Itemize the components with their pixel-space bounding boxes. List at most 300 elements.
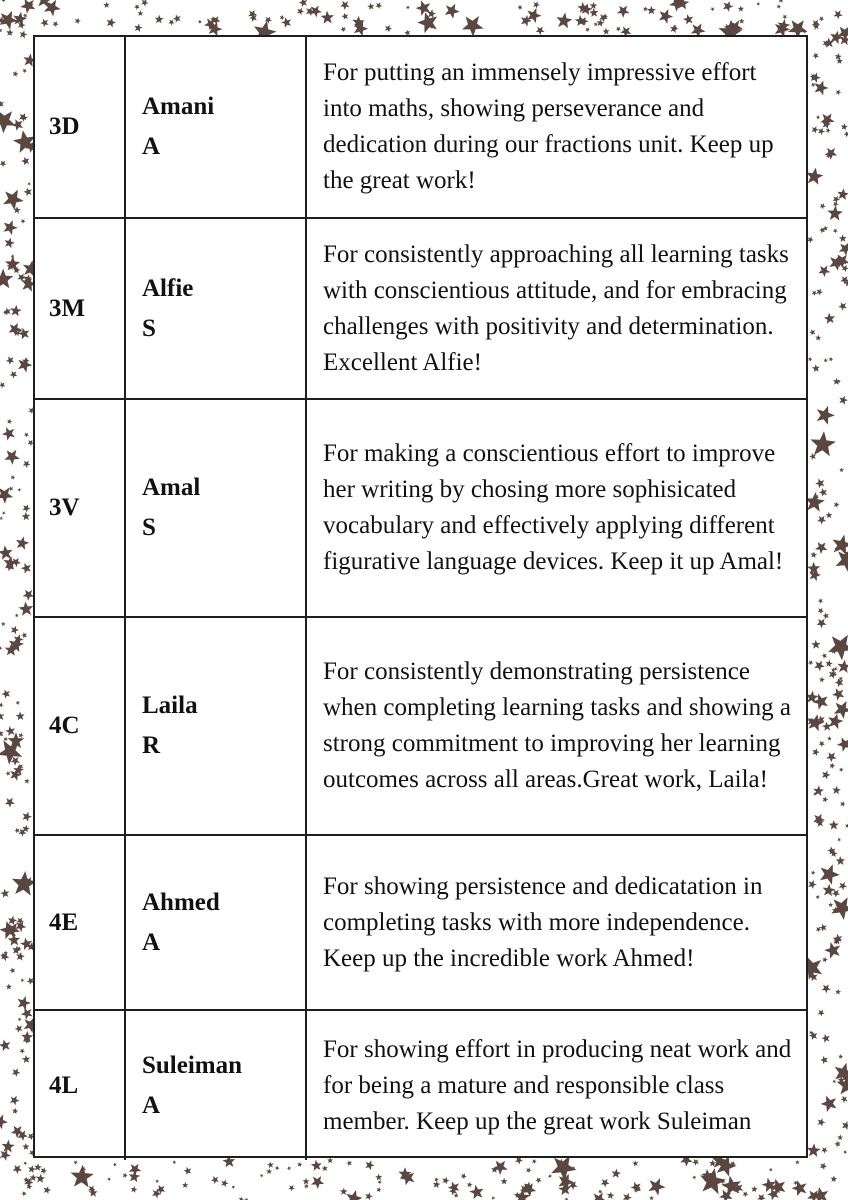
star-icon — [0, 28, 2, 33]
star-icon — [15, 613, 19, 617]
star-icon — [22, 69, 27, 74]
star-icon — [821, 1147, 828, 1154]
star-icon — [365, 1160, 374, 1170]
star-icon — [830, 763, 836, 769]
star-icon — [808, 660, 813, 665]
star-icon — [340, 1188, 348, 1195]
star-icon — [9, 323, 22, 336]
star-icon — [807, 236, 814, 243]
star-icon — [22, 825, 30, 833]
star-icon — [22, 1055, 30, 1063]
star-icon — [260, 1174, 264, 1178]
star-icon — [827, 736, 832, 741]
star-icon — [594, 22, 598, 26]
star-icon — [817, 406, 835, 425]
student-first-name: Amal — [142, 474, 201, 501]
star-icon — [839, 243, 848, 256]
star-icon — [16, 712, 25, 721]
star-icon — [822, 957, 828, 963]
star-icon — [417, 12, 437, 33]
student-initial: S — [142, 514, 156, 541]
star-icon — [299, 0, 308, 7]
star-icon — [832, 890, 840, 898]
star-icon — [831, 1176, 838, 1183]
star-icon — [743, 1192, 749, 1198]
star-icon — [833, 535, 848, 556]
star-icon — [806, 168, 823, 185]
star-icon — [3, 220, 17, 235]
star-icon — [842, 1121, 848, 1130]
star-icon — [23, 504, 31, 512]
star-icon — [378, 1180, 382, 1184]
star-icon — [592, 1193, 607, 1200]
star-icon — [526, 1167, 532, 1173]
star-icon — [826, 128, 831, 133]
star-icon — [16, 701, 20, 706]
star-icon — [648, 1178, 665, 1195]
star-icon — [838, 302, 847, 311]
star-icon — [817, 516, 826, 525]
award-reason-cell: For showing effort in producing neat work and for being a mature and responsible class member. Keep up the great work Suleiman — [306, 1010, 806, 1160]
star-icon — [24, 188, 32, 197]
star-icon — [232, 1185, 236, 1189]
star-icon — [173, 1160, 177, 1164]
star-icon — [131, 1186, 138, 1193]
student-initial: A — [142, 133, 161, 160]
star-icon — [839, 468, 844, 473]
star-icon — [448, 1182, 460, 1194]
star-icon — [841, 123, 848, 130]
star-icon — [836, 58, 843, 64]
student-first-name: Laila — [142, 692, 198, 719]
star-icon — [265, 17, 272, 24]
star-icon — [5, 798, 15, 808]
star-icon — [815, 81, 829, 96]
star-icon — [266, 1169, 272, 1175]
star-icon — [820, 203, 826, 209]
star-icon — [9, 967, 15, 973]
star-icon — [795, 1160, 800, 1165]
star-icon — [27, 182, 31, 186]
star-icon — [808, 880, 817, 889]
star-icon — [375, 1174, 382, 1181]
star-icon — [346, 1160, 352, 1166]
star-icon — [122, 1173, 127, 1178]
star-icon — [762, 1178, 776, 1193]
awards-table — [35, 37, 806, 1160]
star-icon — [34, 1163, 42, 1171]
star-icon — [0, 100, 4, 108]
star-icon — [10, 1096, 20, 1106]
star-icon — [832, 786, 841, 795]
star-icon — [21, 978, 25, 982]
awards-card — [33, 35, 808, 1158]
star-icon — [0, 269, 13, 289]
star-icon — [21, 1191, 26, 1196]
star-icon — [837, 660, 848, 673]
star-icon — [18, 996, 31, 1010]
star-icon — [828, 714, 843, 730]
star-icon — [376, 2, 383, 9]
star-icon — [321, 11, 334, 24]
star-icon — [777, 4, 781, 9]
award-reason-cell: For putting an immensely impressive effort into maths, showing perseverance and dedication during our fractions unit. Keep up the great work! — [306, 37, 806, 218]
star-icon — [134, 24, 142, 33]
award-row — [35, 399, 806, 617]
star-icon — [809, 329, 815, 335]
star-icon — [812, 290, 818, 296]
star-icon — [812, 364, 820, 372]
star-icon — [303, 1178, 310, 1185]
star-icon — [13, 71, 19, 77]
student-initial: A — [142, 928, 161, 956]
star-icon — [556, 12, 572, 28]
star-icon — [493, 1161, 508, 1175]
star-icon — [819, 741, 825, 747]
star-icon — [828, 635, 848, 661]
star-icon — [107, 1177, 111, 1181]
star-icon — [835, 989, 841, 995]
star-icon — [297, 8, 304, 15]
star-icon — [198, 20, 202, 24]
star-icon — [155, 15, 164, 24]
star-icon — [811, 83, 816, 88]
star-icon — [8, 934, 21, 946]
star-icon — [816, 895, 820, 900]
star-icon — [18, 1017, 22, 1021]
star-icon — [0, 646, 2, 650]
star-icon — [134, 4, 140, 10]
star-icon — [812, 20, 820, 28]
star-icon — [469, 1185, 483, 1200]
star-icon — [7, 419, 12, 425]
student-first-name: Amani — [142, 93, 215, 120]
star-icon — [21, 563, 31, 574]
star-icon — [18, 488, 22, 492]
star-icon — [820, 1056, 828, 1064]
star-icon — [769, 1168, 773, 1172]
star-icon — [267, 1162, 274, 1169]
star-icon — [819, 488, 827, 497]
star-icon — [23, 461, 31, 469]
star-icon — [812, 126, 819, 133]
star-icon — [22, 512, 31, 520]
star-icon — [839, 234, 847, 242]
star-icon — [462, 16, 484, 37]
star-icon — [835, 678, 843, 687]
star-icon — [445, 4, 460, 19]
star-icon — [287, 1166, 291, 1170]
star-icon — [818, 128, 825, 135]
star-icon — [598, 1190, 602, 1194]
student-first-name: Ahmed — [142, 888, 220, 916]
star-icon — [834, 1141, 840, 1148]
star-icon — [821, 1096, 837, 1113]
star-icon — [2, 1140, 15, 1153]
star-icon — [683, 14, 693, 25]
star-icon — [844, 131, 848, 137]
star-icon — [816, 289, 823, 296]
star-icon — [6, 29, 14, 36]
star-icon — [616, 27, 621, 32]
star-icon — [168, 20, 174, 26]
star-icon — [623, 1193, 632, 1200]
star-icon — [129, 1164, 142, 1176]
star-icon — [823, 358, 828, 362]
star-icon — [585, 27, 590, 32]
star-icon — [828, 902, 833, 907]
star-icon — [792, 1180, 807, 1196]
star-icon — [548, 1174, 552, 1178]
star-icon — [811, 870, 816, 875]
star-icon — [820, 1163, 827, 1170]
star-icon — [723, 1, 733, 12]
star-icon — [385, 25, 392, 32]
star-icon — [643, 6, 648, 11]
star-icon — [517, 5, 522, 10]
star-icon — [0, 1115, 8, 1130]
star-icon — [21, 219, 26, 224]
star-icon — [831, 897, 848, 920]
star-icon — [0, 712, 4, 721]
star-icon — [632, 1160, 638, 1166]
star-icon — [834, 502, 840, 508]
star-icon — [812, 53, 819, 59]
star-icon — [837, 737, 848, 752]
star-icon — [821, 1034, 829, 1043]
star-icon — [0, 161, 7, 168]
class-cell: 3M — [35, 218, 125, 399]
star-icon — [838, 1054, 843, 1059]
star-icon — [20, 1049, 26, 1054]
star-icon — [377, 1187, 382, 1192]
star-icon — [4, 737, 9, 742]
star-icon — [692, 1176, 696, 1180]
star-icon — [22, 812, 32, 822]
star-icon — [322, 1165, 328, 1171]
class-cell: 4C — [35, 617, 125, 835]
star-icon — [536, 27, 545, 36]
star-icon — [5, 726, 15, 736]
star-icon — [21, 1008, 33, 1020]
award-reason-cell: For showing persistence and dedicatation in completing tasks with more independence. Keep up the incredible work Ahmed! — [306, 835, 806, 1010]
star-icon — [1, 622, 5, 627]
star-icon — [0, 382, 5, 388]
star-icon — [2, 511, 6, 515]
student-name-cell — [125, 835, 306, 1010]
star-icon — [138, 10, 144, 16]
star-icon — [700, 1168, 726, 1194]
star-icon — [812, 748, 819, 756]
class-cell: 4L — [35, 1010, 125, 1160]
star-icon — [836, 856, 845, 865]
star-icon — [808, 357, 813, 362]
star-icon — [839, 396, 848, 405]
star-icon — [40, 1167, 47, 1174]
star-icon — [834, 667, 838, 671]
star-icon — [818, 1118, 826, 1126]
star-icon — [827, 205, 843, 220]
star-icon — [832, 688, 844, 700]
star-icon — [27, 1183, 33, 1189]
star-icon — [810, 431, 836, 456]
star-icon — [829, 357, 834, 362]
star-icon — [182, 1182, 188, 1188]
award-reason-cell: For making a conscientious effort to improve her writing by chosing more sophisicated vocabulary and effectively applying different figurative language devices. Keep it up Amal! — [306, 399, 806, 617]
class-cell: 4E — [35, 835, 125, 1010]
star-icon — [21, 632, 27, 638]
star-icon — [836, 90, 842, 96]
star-icon — [0, 1040, 10, 1052]
star-icon — [820, 864, 840, 885]
star-icon — [603, 28, 610, 35]
star-icon — [3, 190, 24, 211]
star-icon — [782, 15, 787, 20]
star-icon — [823, 613, 829, 620]
star-icon — [738, 6, 744, 12]
star-icon — [839, 882, 847, 890]
star-icon — [467, 1182, 473, 1188]
star-icon — [433, 1181, 441, 1189]
star-icon — [6, 984, 12, 990]
star-icon — [818, 608, 824, 614]
star-icon — [5, 256, 20, 271]
star-icon — [739, 18, 745, 24]
star-icon — [14, 828, 19, 833]
star-icon — [817, 619, 827, 629]
star-icon — [819, 677, 825, 683]
star-icon — [832, 1080, 836, 1084]
star-icon — [367, 3, 374, 10]
star-icon — [818, 1010, 825, 1017]
student-initial: A — [142, 1091, 161, 1119]
star-icon — [837, 838, 841, 842]
star-icon — [835, 53, 842, 60]
star-icon — [824, 313, 835, 324]
star-icon — [822, 653, 828, 659]
star-icon — [107, 18, 116, 28]
star-icon — [822, 984, 831, 993]
star-icon — [2, 690, 11, 699]
star-icon — [818, 266, 830, 278]
award-row — [35, 835, 806, 1010]
star-icon — [36, 1174, 45, 1183]
star-icon — [0, 730, 4, 737]
star-icon — [841, 1096, 848, 1103]
star-icon — [2, 427, 15, 440]
star-icon — [103, 2, 110, 8]
star-icon — [11, 626, 19, 634]
star-icon — [757, 2, 761, 6]
star-icon — [297, 1162, 302, 1167]
star-icon — [710, 7, 715, 11]
star-icon — [501, 1178, 508, 1185]
award-row — [35, 617, 806, 835]
star-icon — [807, 1143, 821, 1157]
star-icon — [607, 1192, 615, 1200]
star-icon — [822, 771, 831, 780]
star-icon — [275, 1166, 280, 1171]
star-icon — [13, 1165, 23, 1174]
star-icon — [141, 0, 148, 7]
star-icon — [818, 598, 823, 604]
star-icon — [442, 1177, 449, 1184]
award-row — [35, 218, 806, 399]
star-icon — [221, 1180, 228, 1188]
star-icon — [814, 661, 825, 672]
star-icon — [340, 27, 346, 33]
star-icon — [757, 1194, 766, 1200]
star-icon — [843, 1150, 847, 1154]
star-icon — [837, 1134, 843, 1140]
student-name-cell — [125, 399, 306, 617]
star-icon — [340, 1, 350, 10]
student-name-cell — [125, 37, 306, 218]
star-icon — [12, 1068, 21, 1077]
star-icon — [659, 9, 673, 24]
star-icon — [6, 771, 11, 776]
star-icon — [173, 15, 181, 23]
star-icon — [311, 1176, 324, 1189]
star-icon — [617, 6, 630, 18]
star-icon — [840, 801, 846, 807]
star-icon — [815, 542, 828, 554]
star-icon — [0, 889, 9, 898]
star-icon — [815, 479, 825, 489]
star-icon — [341, 13, 348, 20]
star-icon — [16, 536, 29, 549]
star-icon — [535, 1177, 541, 1183]
star-icon — [10, 371, 18, 379]
star-icon — [30, 1174, 37, 1181]
star-icon — [20, 31, 28, 39]
star-icon — [21, 157, 29, 166]
star-icon — [406, 5, 410, 9]
star-icon — [40, 19, 48, 27]
star-icon — [12, 1108, 18, 1114]
star-icon — [819, 924, 826, 932]
star-icon — [24, 432, 29, 437]
award-row — [35, 37, 806, 218]
student-name-cell — [125, 617, 306, 835]
star-icon — [155, 1179, 159, 1183]
star-icon — [44, 1186, 52, 1194]
star-icon — [491, 1196, 495, 1200]
star-icon — [53, 21, 59, 27]
star-icon — [75, 18, 81, 24]
star-icon — [533, 1, 540, 8]
star-icon — [19, 602, 34, 616]
star-icon — [12, 946, 21, 955]
star-icon — [73, 1160, 78, 1164]
star-icon — [816, 115, 820, 119]
star-icon — [612, 1169, 622, 1178]
student-first-name: Suleiman — [142, 1051, 243, 1079]
star-icon — [20, 0, 35, 14]
star-icon — [825, 512, 832, 519]
star-icon — [113, 1163, 117, 1167]
star-icon — [288, 1185, 295, 1191]
star-icon — [19, 113, 28, 122]
star-icon — [834, 10, 843, 19]
star-icon — [751, 1186, 758, 1193]
star-icon — [647, 6, 656, 15]
star-icon — [823, 797, 829, 803]
award-row — [35, 1010, 806, 1160]
star-icon — [10, 305, 22, 316]
star-icon — [601, 1179, 610, 1188]
star-icon — [837, 188, 848, 200]
